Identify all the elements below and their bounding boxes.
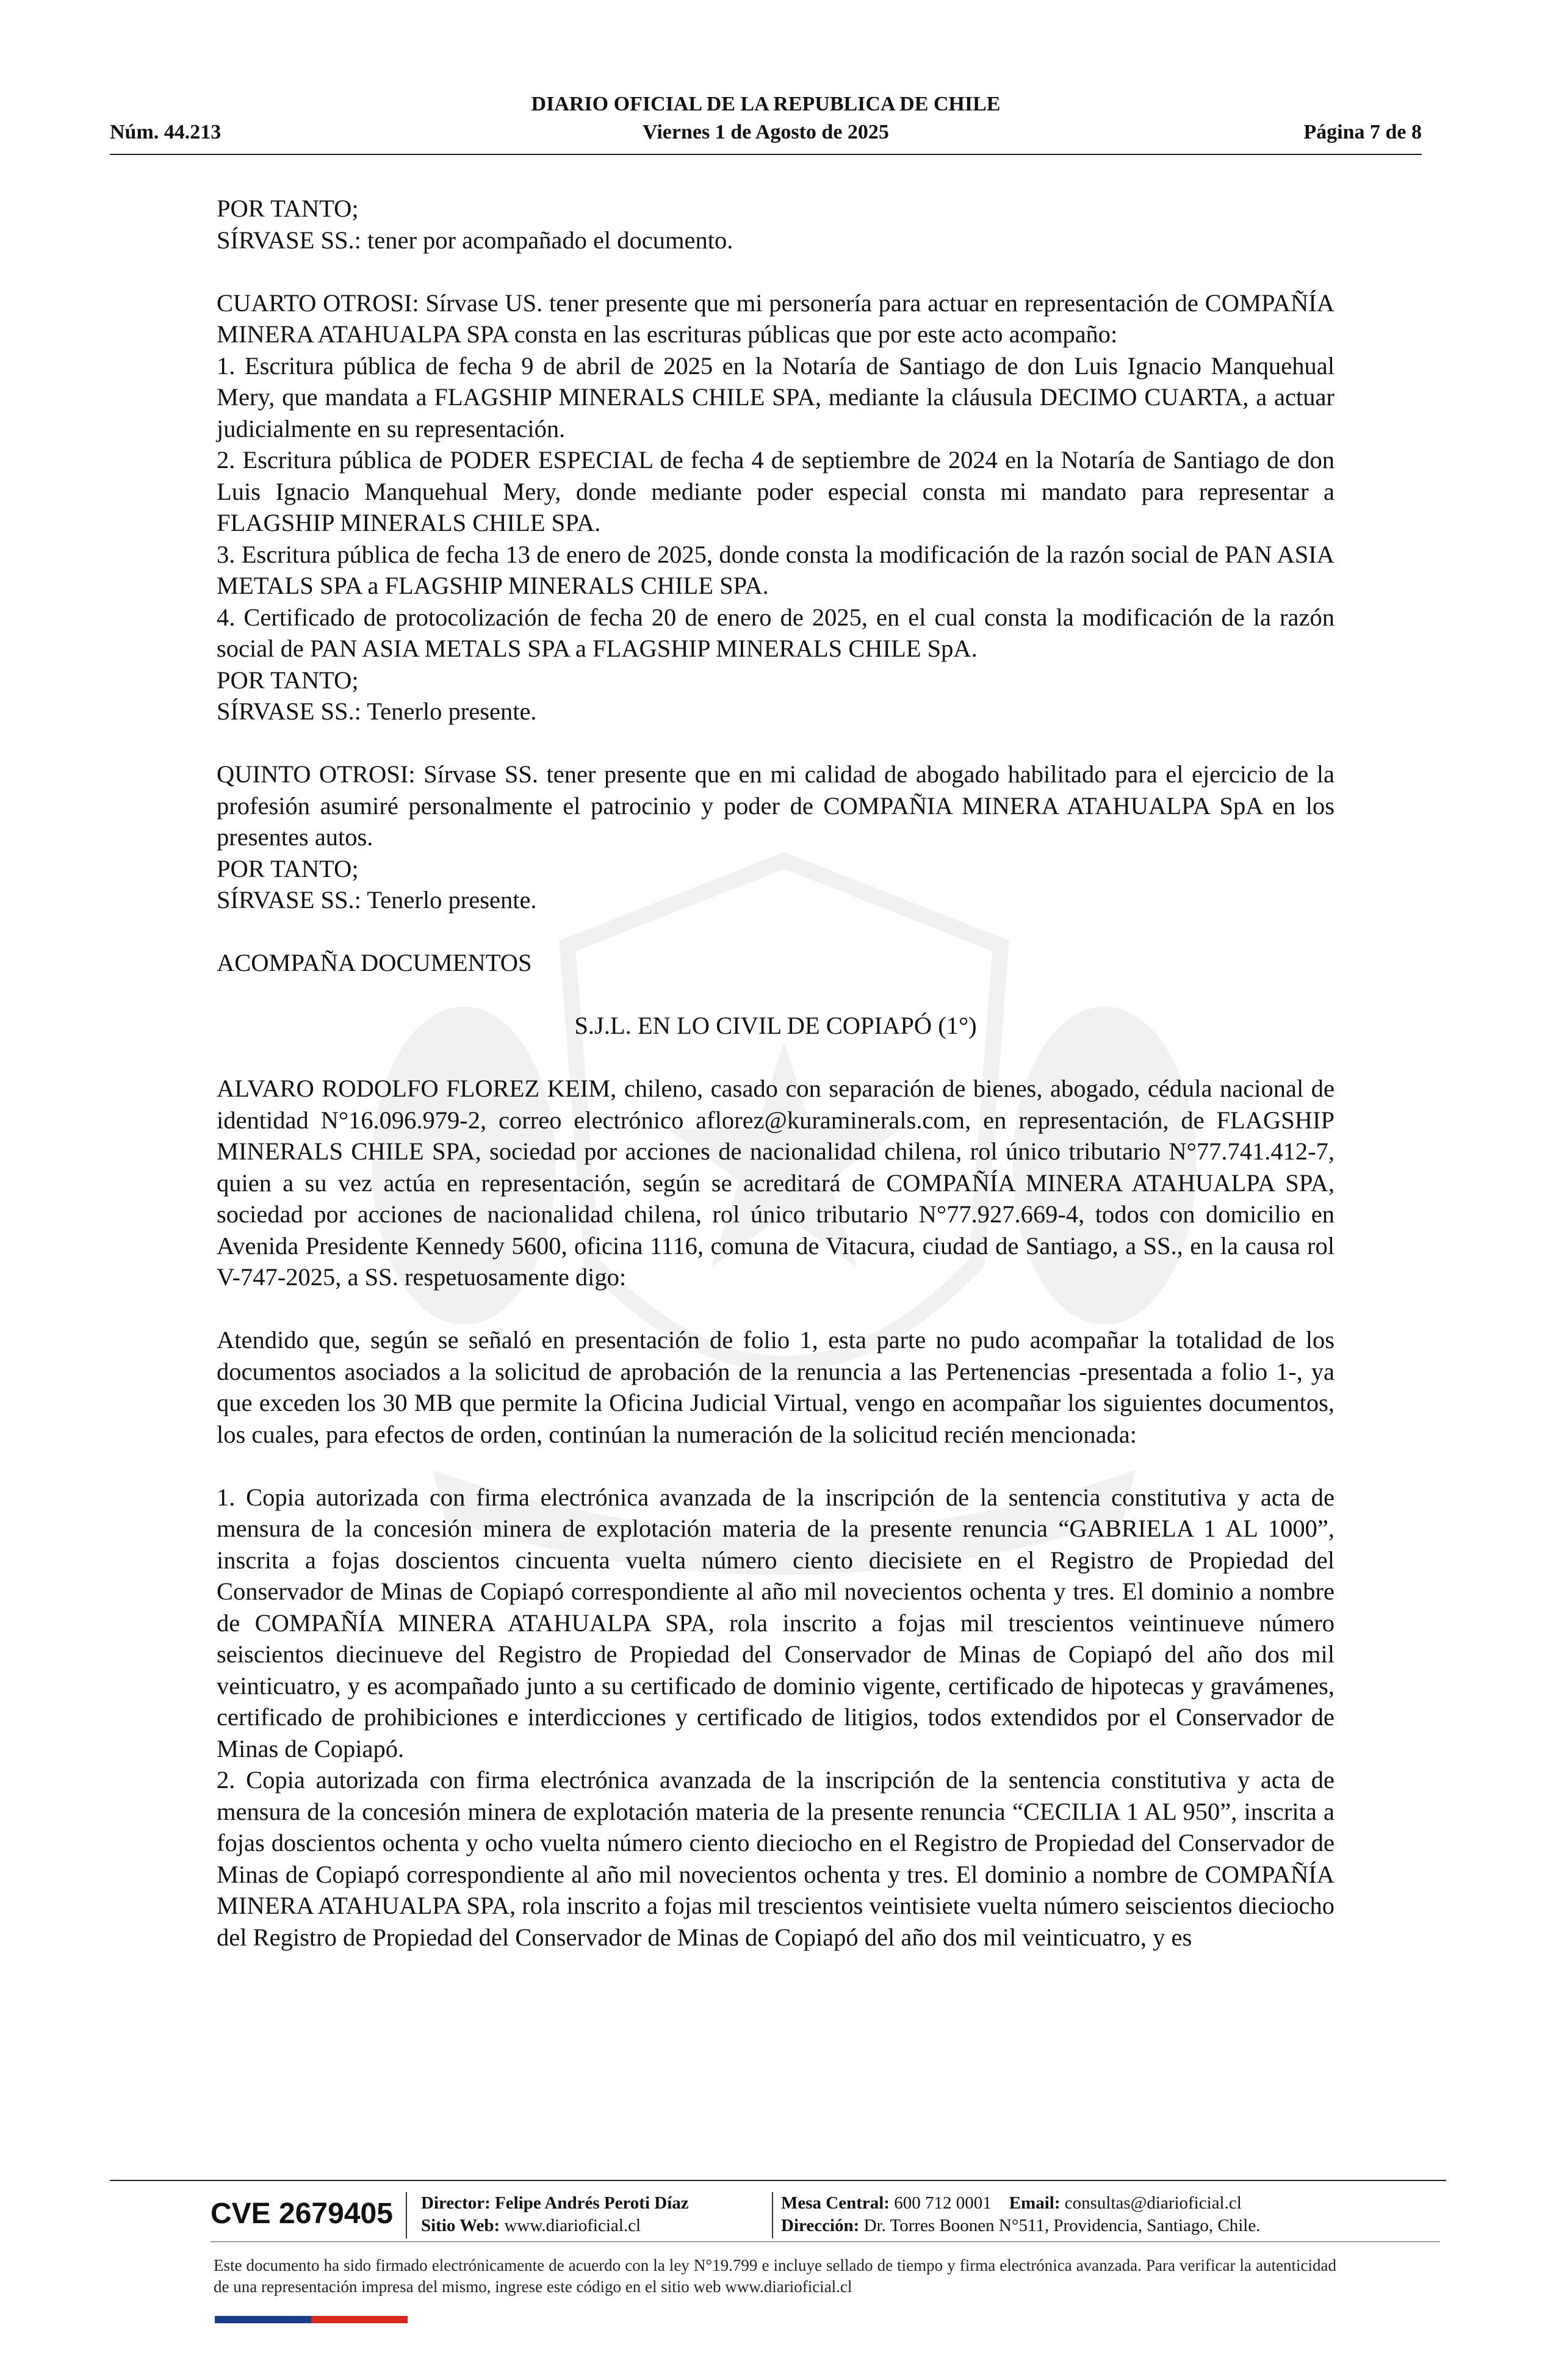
sirvase-2: SÍRVASE SS.: Tenerlo presente. (217, 698, 537, 725)
por-tanto-3: POR TANTO; (217, 854, 359, 882)
header-divider (110, 154, 1422, 155)
court-heading: S.J.L. EN LO CIVIL DE COPIAPÓ (1°) (574, 1012, 977, 1039)
escritura-3: 3. Escritura pública de fecha 13 de enero de 2025, donde consta la modificación de la razón social de PAN ASIA METALS SPA a FLAGSHIP MINERALS CHILE SPA. (217, 540, 1334, 599)
document-item-2: 2. Copia autorizada con firma electrónica avanzada de la inscripción de la sentencia constitutiva y acta de mensura de la concesión minera de explotación materia de la presente renuncia “CECILIA 1 AL 950”, inscrita a fojas doscientos ochenta y ocho vuelta número ciento dieciocho en el Registro de Propiedad del Conservador de Minas de Copiapó correspondiente al año mil novecientos ochenta y tres. El dominio a nombre de COMPAÑÍA MINERA ATAHUALPA SPA, rola inscrito a fojas mil trescientos veintisiete vuelta número seiscientos dieciocho del Registro de Propiedad del Conservador de Minas de Copiapó del año dos mil veinticuatro, y es (217, 1766, 1334, 1951)
legal-notice: Este documento ha sido firmado electrónicamente de acuerdo con la ley N°19.799 e incluye sellado de tiempo y firma electrónica avanzada. Para verificar la autenticidad de una representación impresa del mismo, ingrese este código en el sitio web www.diarioficial.cl (214, 2256, 1336, 2296)
footer-director-block (421, 2192, 689, 2237)
director-label: Director: (421, 2193, 491, 2213)
escritura-1: 1. Escritura pública de fecha 9 de abril de 2025 en la Notaría de Santiago de don Luis Ignacio Manquehual Mery, que mandata a FLAGSHIP MINERALS CHILE SPA, mediante la cláusula DECIMO CUARTA, a actuar judicialmente en su representación. (217, 352, 1334, 442)
escritura-2: 2. Escritura pública de PODER ESPECIAL de fecha 4 de septiembre de 2024 en la Notaría de Santiago de don Luis Ignacio Manquehual Mery, donde mediante poder especial consta mi mandato para representar a FLAGSHIP MINERALS CHILE SPA. (217, 446, 1334, 536)
cve-code: CVE 2679405 (211, 2198, 393, 2230)
footer-divider-thin (211, 2241, 1440, 2242)
sirvase-1: SÍRVASE SS.: tener por acompañado el documento. (217, 226, 733, 254)
page-indicator: Página 7 de 8 (1303, 121, 1422, 143)
page-header (110, 93, 1422, 157)
phone-label: Mesa Central: (781, 2193, 890, 2213)
phone-number: 600 712 0001 (894, 2193, 992, 2213)
cuarto-otrosi: CUARTO OTROSI: Sírvase US. tener presente que mi personería para actuar en representación de COMPAÑÍA MINERA ATAHUALPA SPA consta en las escrituras públicas que por este acto acompaño: (217, 289, 1334, 348)
section-heading: ACOMPAÑA DOCUMENTOS (217, 949, 532, 976)
gazette-title: DIARIO OFICIAL DE LA REPUBLICA DE CHILE (531, 93, 1001, 115)
address-label: Dirección: (781, 2216, 860, 2235)
document-body (217, 193, 1334, 1953)
footer-separator (772, 2192, 773, 2238)
certificado-4: 4. Certificado de protocolización de fecha 20 de enero de 2025, en el cual consta la modificación de la razón social de PAN ASIA METALS SPA a FLAGSHIP MINERALS CHILE SpA. (217, 603, 1334, 662)
page-footer (211, 2192, 1440, 2241)
document-item-1: 1. Copia autorizada con firma electrónica avanzada de la inscripción de la sentencia constitutiva y acta de mensura de la concesión minera de explotación materia de la presente renuncia “GABRIELA 1 AL 1000”, inscrita a fojas doscientos cincuenta vuelta número ciento diecisiete en el Registro de Propiedad del Conservador de Minas de Copiapó correspondiente al año mil novecientos ochenta y tres. El dominio a nombre de COMPAÑÍA MINERA ATAHUALPA SPA, rola inscrito a fojas mil trescientos veintinueve número seiscientos diecinueve del Registro de Propiedad del Conservador de Minas de Copiapó del año dos mil veinticuatro, y es acompañado junto a su certificado de dominio vigente, certificado de hipotecas y gravámenes, certificado de prohibiciones e interdicciones y certificado de litigios, todos extendidos por el Conservador de Minas de Copiapó. (217, 1483, 1334, 1762)
email-link[interactable]: consultas@diarioficial.cl (1064, 2193, 1242, 2213)
sirvase-3: SÍRVASE SS.: Tenerlo presente. (217, 886, 537, 914)
website-label: Sitio Web: (421, 2216, 500, 2235)
website-link[interactable]: www.diarioficial.cl (504, 2216, 641, 2235)
footer-divider (110, 2180, 1446, 2181)
director-name: Felipe Andrés Peroti Díaz (495, 2193, 689, 2213)
footer-contact-block (781, 2192, 1260, 2237)
intro-paragraph: ALVARO RODOLFO FLOREZ KEIM, chileno, casado con separación de bienes, abogado, cédula nacional de identidad N°16.096.979-2, correo electrónico aflorez@kuraminerals.com, en representación, de FLAGSHIP MINERALS CHILE SPA, sociedad por acciones de nacionalidad chilena, rol único tributario N°77.741.412-7, quien a su vez actúa en representación, según se acreditará de COMPAÑÍA MINERA ATAHUALPA SPA, sociedad por acciones de nacionalidad chilena, rol único tributario N°77.927.669-4, todos con domicilio en Avenida Presidente Kennedy 5600, oficina 1116, comuna de Vitacura, ciudad de Santiago, a SS., en la causa rol V-747-2025, a SS. respetuosamente digo: (217, 1075, 1334, 1291)
issue-date: Viernes 1 de Agosto de 2025 (643, 121, 889, 143)
por-tanto-1: POR TANTO; (217, 195, 359, 222)
atendido-paragraph: Atendido que, según se señaló en presentación de folio 1, esta parte no pudo acompañar la totalidad de los documentos asociados a la solicitud de aprobación de la renuncia a las Pertenencias -presentada a folio 1-, ya que exceden los 30 MB que permite la Oficina Judicial Virtual, vengo en acompañar los siguientes documentos, los cuales, para efectos de orden, continúan la numeración de la solicitud recién mencionada: (217, 1326, 1334, 1448)
footer-separator (406, 2192, 407, 2238)
quinto-otrosi: QUINTO OTROSI: Sírvase SS. tener presente que en mi calidad de abogado habilitado para el ejercicio de la profesión asumiré personalmente el patrocinio y poder de COMPAÑIA MINERA ATAHUALPA SpA en los presentes autos. (217, 760, 1334, 851)
address-text: Dr. Torres Boonen N°511, Providencia, Santiago, Chile. (863, 2216, 1261, 2235)
por-tanto-2: POR TANTO; (217, 666, 359, 694)
flag-stripe (215, 2316, 408, 2323)
issue-number: Núm. 44.213 (110, 121, 222, 143)
email-label: Email: (1009, 2193, 1061, 2213)
